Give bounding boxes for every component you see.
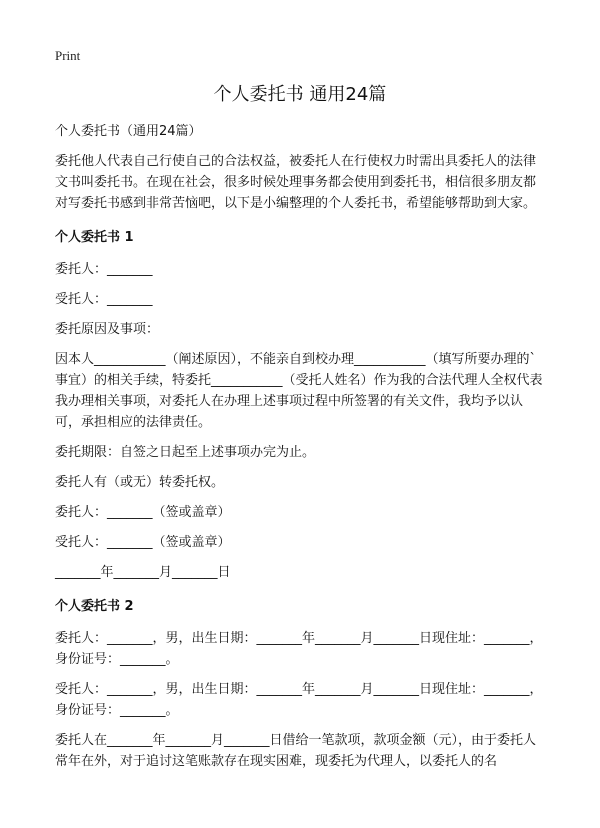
date-line: _______年_______月_______日 xyxy=(55,565,231,580)
transfer-line: 委托人有（或无）转委托权。 xyxy=(55,475,225,490)
section-1-body: 因本人___________（阐述原因），不能亲自到校办理___________（填写所要办理的`事宜）的相关手续，特委托___________（受托人姓名）作为我的合法代理人全权代表我办理相关事项，对委托人在办理上述事项过程中所签署的有关文件，我均予以认可，承担相应的法律责任。 xyxy=(55,352,543,430)
document-title: 个人委托书 通用24篇 xyxy=(213,84,387,105)
intro-paragraph: 委托他人代表自己行使自己的合法权益，被委托人在行使权力时需出具委托人的法律文书叫委托书。在现在社会，很多时候处理事务都会使用到委托书，相信很多朋友都对写委托书感到非常苦恼吧，以下是小编整理的个人委托书，希望能够帮助到大家。 xyxy=(55,154,537,211)
print-link[interactable]: Print xyxy=(55,48,81,63)
section-2-principal: 委托人：_______，男，出生日期：_______年_______月_______日现住址：_______，身份证号：_______。 xyxy=(55,631,543,667)
section-2-body: 委托人在_______年_______月_______日借给一笔款项，款项金额（元），由于委托人常年在外，对于追讨这笔账款存在现实困难，现委托为代理人，以委托人的名 xyxy=(55,733,537,769)
principal-line: 委托人：_______ xyxy=(55,262,153,277)
agent-line: 受托人：_______ xyxy=(55,292,153,307)
period-line: 委托期限：自签之日起至上述事项办完为止。 xyxy=(55,445,316,460)
section-2-agent: 受托人：_______，男，出生日期：_______年_______月_______日现住址：_______，身份证号：_______。 xyxy=(55,682,543,718)
section-1-heading: 个人委托书 1 xyxy=(55,230,134,245)
principal-sign-line: 委托人：_______（签或盖章） xyxy=(55,505,231,520)
agent-sign-line: 受托人：_______（签或盖章） xyxy=(55,535,231,550)
document-body xyxy=(55,121,547,781)
section-2-heading: 个人委托书 2 xyxy=(55,599,134,614)
reason-label: 委托原因及事项： xyxy=(55,322,160,337)
document-subtitle: 个人委托书（通用24篇） xyxy=(55,124,202,139)
